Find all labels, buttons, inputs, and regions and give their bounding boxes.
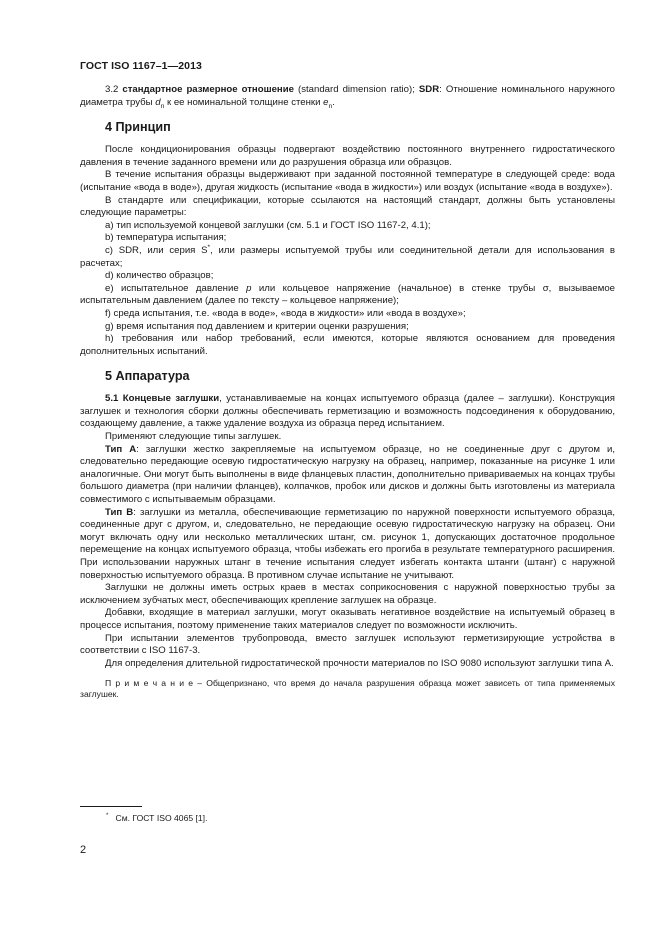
paragraph: Добавки, входящие в материал заглушки, могут оказывать негативное воздействие на испытуемый образец в процессе испытания, поэтому применение таких материалов следует по возможности исключить. (80, 607, 615, 631)
paragraph: Для определения длительной гидростатической прочности материалов по ISO 9080 используют заглушки типа А. (105, 657, 614, 669)
term: стандартное размерное отношение (122, 84, 294, 95)
paragraph: В стандарте или спецификации, которые ссылаются на настоящий стандарт, должны быть установлены следующие параметры: (80, 194, 615, 219)
list-item-b: b) температура испытания; (105, 232, 227, 244)
paragraph: После кондиционирования образцы подвергают воздействию постоянного внутреннего гидростатического давления в течение заданного времени или до разрушения образца или образцов. (80, 144, 615, 168)
list-item-g: g) время испытания под давлением и критерии оценки разрушения; (105, 320, 409, 332)
note-label: П р и м е ч а н и е (105, 678, 194, 689)
list-item-d: d) количество образцов; (105, 270, 214, 282)
paragraph: При испытании элементов трубопровода, вместо заглушек используют герметизирующие устройства в соответствии с ISO 1167-3. (80, 632, 615, 657)
list-item-h: h) требования или набор требований, если имеются, которые являются основанием для проведения дополнительных испытаний. (80, 333, 615, 357)
list-item-a: a) тип используемой концевой заглушки (см. 5.1 и ГОСТ ISO 1167-2, 4.1); (105, 219, 431, 231)
list-item-c: c) SDR, или серия S*, или размеры испытуемой трубы или соединительной детали для использования в расчетах; (80, 243, 616, 269)
document-header: ГОСТ ISO 1167–1—2013 (80, 60, 202, 72)
page-number: 2 (80, 844, 87, 856)
footnote: * См. ГОСТ ISO 4065 [1]. (106, 813, 208, 823)
paragraph: В течение испытания образцы выдерживают при заданной постоянной температуре в следующей среде: вода (испытание «вода в воде»), другая жидкость (испытание «вода в жидкости») или воздух (испытание «вода в воздухе»). (80, 169, 615, 193)
paragraph: Заглушки не должны иметь острых краев в местах соприкосновения с наружной поверхностью трубы за исключением зубчатых мест, обеспечивающих крепление заглушек на образце. (80, 582, 615, 606)
definition-3-2: 3.2 стандартное размерное отношение (standard dimension ratio); SDR: Отношение номинального наружного диаметра трубы $d_n$ к ее номинальной толщине стенки $e_n$. (80, 84, 615, 110)
footnote-mark: * (207, 243, 211, 251)
list-item-e: e) испытательное давление p или кольцевое напряжение (начальное) в стенке трубы σ, вызываемое испытательным давлением (далее по тексту – кольцевое напряжение); (80, 282, 615, 307)
list-item-f: f) среда испытания, т.е. «вода в воде», «вода в жидкости» или «вода в воздухе»; (105, 307, 466, 319)
paragraph-type-a: Тип А: заглушки жестко закрепляемые на испытуемом образце, но не соединенные друг с другом и, следовательно передающие осевую гидростатическую нагрузку на образец, например, показанные на рисунке 1 или аналогичные. Они могут быть выполнены в виде фланцевых пластин, дополнительно привариваемых на концах трубы большого диаметра (при наличии фланцев), колпачков, пробок или дисков и должны быть изготовлены из материала совместимого с испытываемым образцами. (80, 443, 615, 506)
footnote-divider (80, 806, 142, 807)
note: П р и м е ч а н и е – Общепризнано, что время до начала разрушения образца может зависеть от типа применяемых заглушек. (80, 678, 615, 700)
paragraph: Применяют следующие типы заглушек. (105, 431, 282, 443)
page-body (80, 84, 615, 700)
section-4-title: 4 Принцип (105, 120, 171, 135)
section-5-title: 5 Аппаратура (105, 369, 190, 384)
paragraph-5-1: 5.1 Концевые заглушки, устанавливаемые на концах испытуемого образца (далее – заглушки). Конструкция заглушек и технология сборки должны обеспечивать герметизацию и возможность подсоединения к оборудованию, создающему давление, а также удаление воздуха из образца перед испытанием. (80, 393, 615, 430)
paragraph-type-b: Тип В: заглушки из металла, обеспечивающие герметизацию по наружной поверхности испытуемого образца, соединенные друг с другом, и, следовательно, не передающие осевую гидростатическую нагрузку на образец. Они могут включать одну или несколько металлических штанг, см. рисунок 1, допускающих достаточное продольное перемещение на концах испытуемого образца, чтобы избежать его прогиба в результате температурного расширения. При использовании наружных штанг в течение испытания следует избегать контакта штанги (штанг) с наружной поверхностью испытуемого образца. В противном случае испытание не учитывают. (80, 506, 616, 581)
